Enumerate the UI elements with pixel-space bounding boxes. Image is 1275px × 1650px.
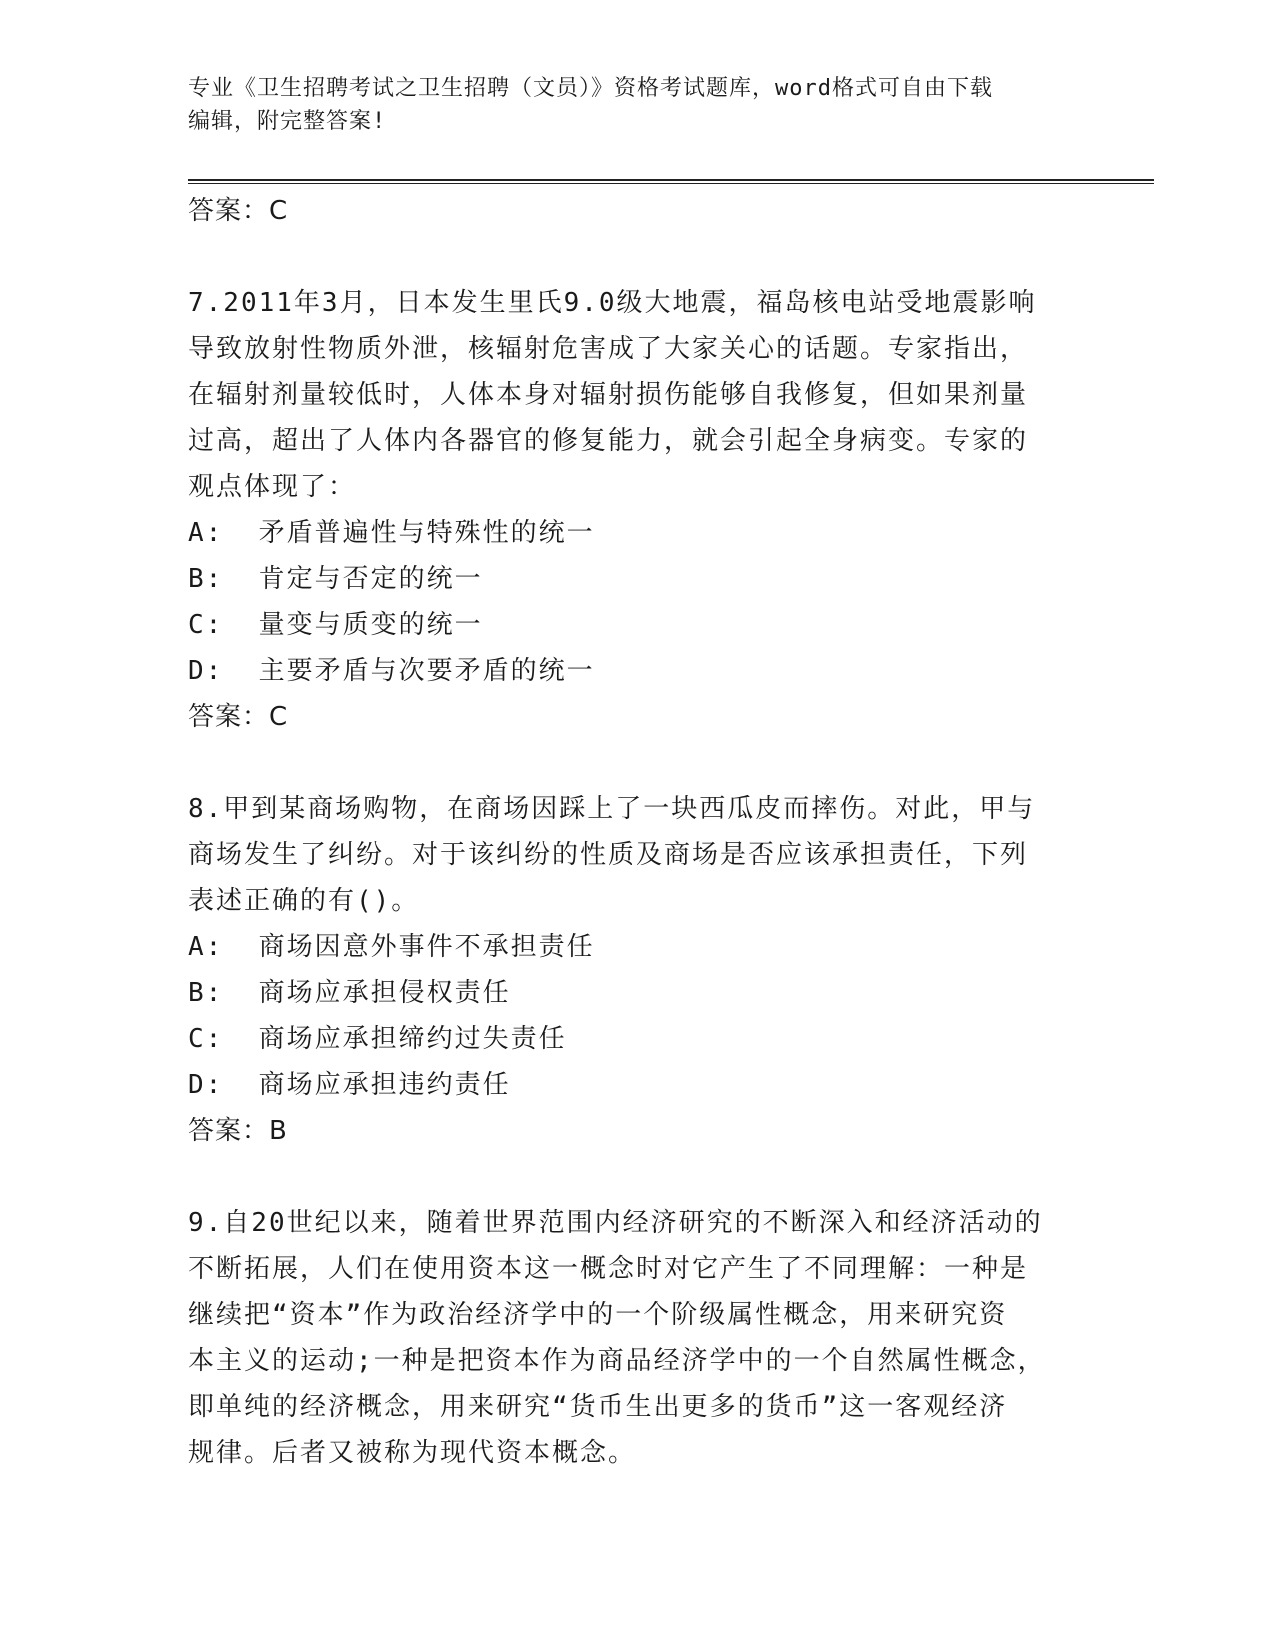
option-c: C: 量变与质变的统一 <box>188 610 483 640</box>
option-d: D: 主要矛盾与次要矛盾的统一 <box>188 656 595 686</box>
header-line-1: 专业《卫生招聘考试之卫生招聘（文员）》资格考试题库，word格式可自由下载 <box>188 76 993 101</box>
question-text-line: 8.甲到某商场购物，在商场因踩上了一块西瓜皮而摔伤。对此，甲与 <box>188 794 1036 824</box>
option-a: A: 矛盾普遍性与特殊性的统一 <box>188 518 595 548</box>
question-9 <box>188 1200 1088 1476</box>
option-b: B: 肯定与否定的统一 <box>188 564 483 594</box>
option-b: B: 商场应承担侵权责任 <box>188 978 511 1008</box>
option-c: C: 商场应承担缔约过失责任 <box>188 1024 567 1054</box>
question-text-line: 在辐射剂量较低时，人体本身对辐射损伤能够自我修复，但如果剂量 <box>188 380 1029 410</box>
answer-label: 答案：B <box>188 1116 288 1146</box>
question-text-line: 商场发生了纠纷。对于该纠纷的性质及商场是否应该承担责任，下列 <box>188 840 1029 870</box>
header-divider-thick <box>188 179 1154 181</box>
question-text-line: 表述正确的有()。 <box>188 886 420 916</box>
question-text-line: 继续把“资本”作为政治经济学中的一个阶级属性概念，用来研究资 <box>188 1300 1008 1330</box>
option-d: D: 商场应承担违约责任 <box>188 1070 511 1100</box>
document-body <box>188 188 1088 1476</box>
question-text-line: 7.2011年3月，日本发生里氏9.0级大地震，福岛核电站受地震影响 <box>188 288 1037 318</box>
document-header <box>188 72 1088 138</box>
question-text-line: 即单纯的经济概念，用来研究“货币生出更多的货币”这一客观经济 <box>188 1392 1008 1422</box>
question-text-line: 导致放射性物质外泄，核辐射危害成了大家关心的话题。专家指出， <box>188 334 1029 364</box>
previous-answer: 答案：C <box>188 196 289 226</box>
question-text-line: 过高，超出了人体内各器官的修复能力，就会引起全身病变。专家的 <box>188 426 1029 456</box>
question-8 <box>188 786 1088 1154</box>
question-text-line: 观点体现了： <box>188 472 357 502</box>
question-text-line: 本主义的运动;一种是把资本作为商品经济学中的一个自然属性概念， <box>188 1346 1046 1376</box>
question-text-line: 规律。后者又被称为现代资本概念。 <box>188 1438 637 1468</box>
question-text-line: 不断拓展，人们在使用资本这一概念时对它产生了不同理解：一种是 <box>188 1254 1029 1284</box>
header-line-2: 编辑，附完整答案! <box>188 109 387 134</box>
question-text-line: 9.自20世纪以来，随着世界范围内经济研究的不断深入和经济活动的 <box>188 1208 1043 1238</box>
answer-label: 答案：C <box>188 702 289 732</box>
header-divider-thin <box>188 183 1154 184</box>
option-a: A: 商场因意外事件不承担责任 <box>188 932 595 962</box>
question-7 <box>188 280 1088 740</box>
